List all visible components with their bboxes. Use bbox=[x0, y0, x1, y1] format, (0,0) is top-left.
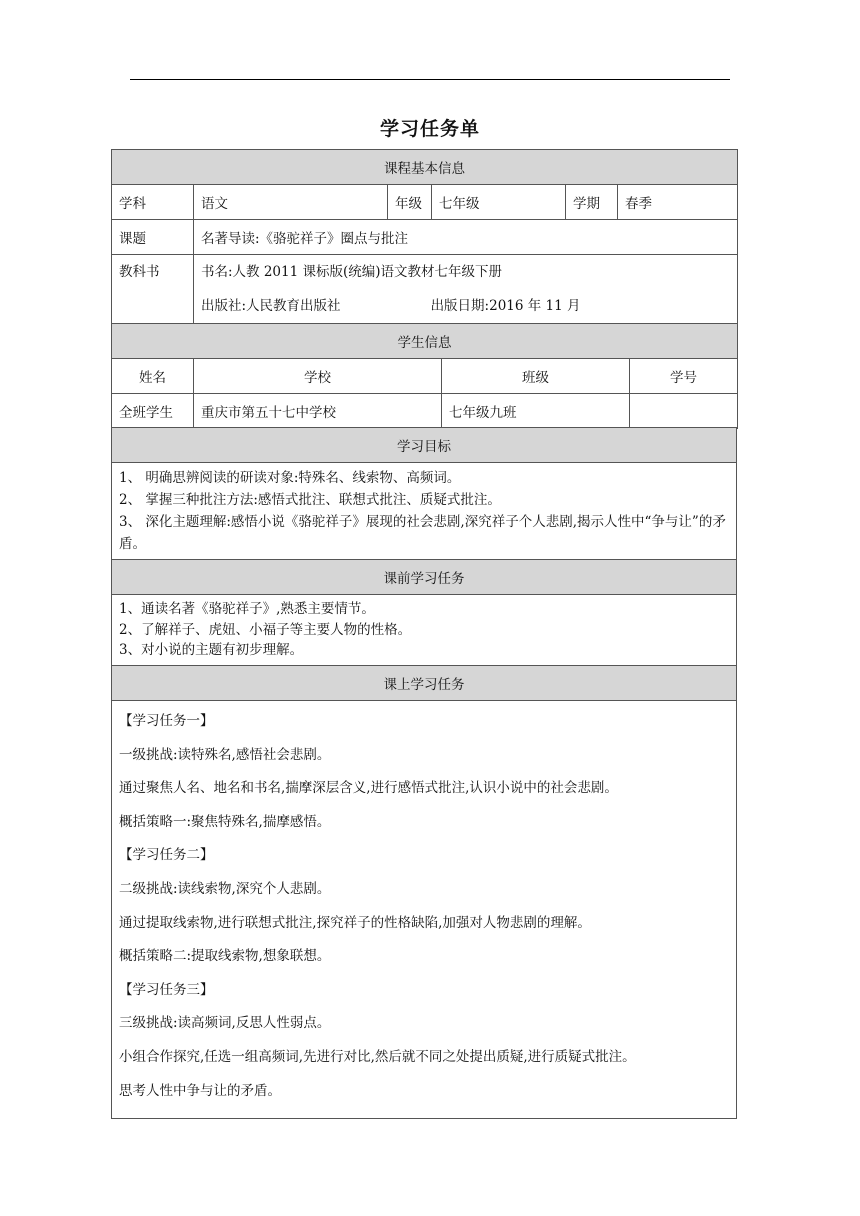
name-header: 姓名 bbox=[112, 359, 194, 394]
objectives-list bbox=[112, 463, 737, 560]
task-two-heading: 【学习任务二】 bbox=[119, 847, 214, 864]
in-class-section-title: 课上学习任务 bbox=[112, 666, 737, 701]
term-label: 学期 bbox=[566, 185, 618, 220]
course-info-section-title: 课程基本信息 bbox=[112, 150, 738, 185]
publisher: 出版社:人民教育出版社 bbox=[201, 298, 341, 314]
objective-item: 1、 明确思辨阅读的研读对象:特殊名、线索物、高频词。 bbox=[119, 470, 461, 486]
student-name: 全班学生 bbox=[112, 394, 194, 429]
task-line: 思考人性中争与让的矛盾。 bbox=[119, 1082, 281, 1099]
objectives-table bbox=[111, 427, 737, 1119]
objective-item: 2、 掌握三种批注方法:感悟式批注、联想式批注、质疑式批注。 bbox=[119, 492, 501, 508]
course-info-table bbox=[111, 149, 738, 324]
subject-value: 语文 bbox=[194, 185, 388, 220]
pre-class-item: 3、对小说的主题有初步理解。 bbox=[119, 642, 304, 658]
task-line: 概括策略二:提取线索物,想象联想。 bbox=[119, 948, 331, 965]
topic-value: 名著导读:《骆驼祥子》圈点与批注 bbox=[194, 220, 738, 255]
task-line: 通过提取线索物,进行联想式批注,探究祥子的性格缺陷,加强对人物悲剧的理解。 bbox=[119, 914, 591, 931]
textbook-row bbox=[112, 255, 738, 324]
header-rule bbox=[130, 79, 730, 80]
grade-label: 年级 bbox=[388, 185, 432, 220]
task-line: 一级挑战:读特殊名,感悟社会悲剧。 bbox=[119, 746, 331, 763]
student-data-row bbox=[112, 394, 738, 429]
student-id bbox=[630, 394, 738, 429]
class-header: 班级 bbox=[442, 359, 630, 394]
topic-label: 课题 bbox=[112, 220, 194, 255]
textbook-name: 书名:人教 2011 课标版(统编)语文教材七年级下册 bbox=[201, 264, 503, 280]
subject-row bbox=[112, 185, 738, 220]
objective-item: 3、 深化主题理解:感悟小说《骆驼祥子》展现的社会悲剧,深究祥子个人悲剧,揭示人性中“争与让”的矛盾。 bbox=[119, 514, 726, 552]
task-three-heading: 【学习任务三】 bbox=[119, 981, 214, 998]
student-info-section-title: 学生信息 bbox=[112, 324, 738, 359]
objectives-section-title: 学习目标 bbox=[112, 428, 737, 463]
publish-date: 出版日期:2016 年 11 月 bbox=[430, 298, 581, 314]
student-info-table bbox=[111, 323, 738, 429]
class-name: 七年级九班 bbox=[442, 394, 630, 429]
task-one-heading: 【学习任务一】 bbox=[119, 713, 214, 729]
student-id-header: 学号 bbox=[630, 359, 738, 394]
page-title: 学习任务单 bbox=[379, 118, 480, 140]
task-line: 二级挑战:读线索物,深究个人悲剧。 bbox=[119, 880, 331, 897]
school-name: 重庆市第五十七中学校 bbox=[194, 394, 442, 429]
task-line: 通过聚焦人名、地名和书名,揣摩深层含义,进行感悟式批注,认识小说中的社会悲剧。 bbox=[119, 780, 618, 797]
grade-value: 七年级 bbox=[432, 185, 566, 220]
term-value: 春季 bbox=[618, 185, 738, 220]
topic-row bbox=[112, 220, 738, 255]
task-line: 小组合作探究,任选一组高频词,先进行对比,然后就不同之处提出质疑,进行质疑式批注。 bbox=[119, 1048, 636, 1065]
pre-class-item: 2、了解祥子、虎妞、小福子等主要人物的性格。 bbox=[119, 621, 412, 638]
school-header: 学校 bbox=[194, 359, 442, 394]
subject-label: 学科 bbox=[112, 185, 194, 220]
student-header-row bbox=[112, 359, 738, 394]
textbook-label: 教科书 bbox=[112, 255, 194, 324]
pre-class-list bbox=[112, 595, 737, 666]
pre-class-item: 1、通读名著《骆驼祥子》,熟悉主要情节。 bbox=[119, 601, 375, 617]
in-class-task-list bbox=[112, 701, 737, 1119]
task-line: 三级挑战:读高频词,反思人性弱点。 bbox=[119, 1015, 331, 1032]
textbook-info bbox=[194, 255, 738, 324]
task-line: 概括策略一:聚焦特殊名,揣摩感悟。 bbox=[119, 813, 331, 830]
pre-class-section-title: 课前学习任务 bbox=[112, 560, 737, 595]
